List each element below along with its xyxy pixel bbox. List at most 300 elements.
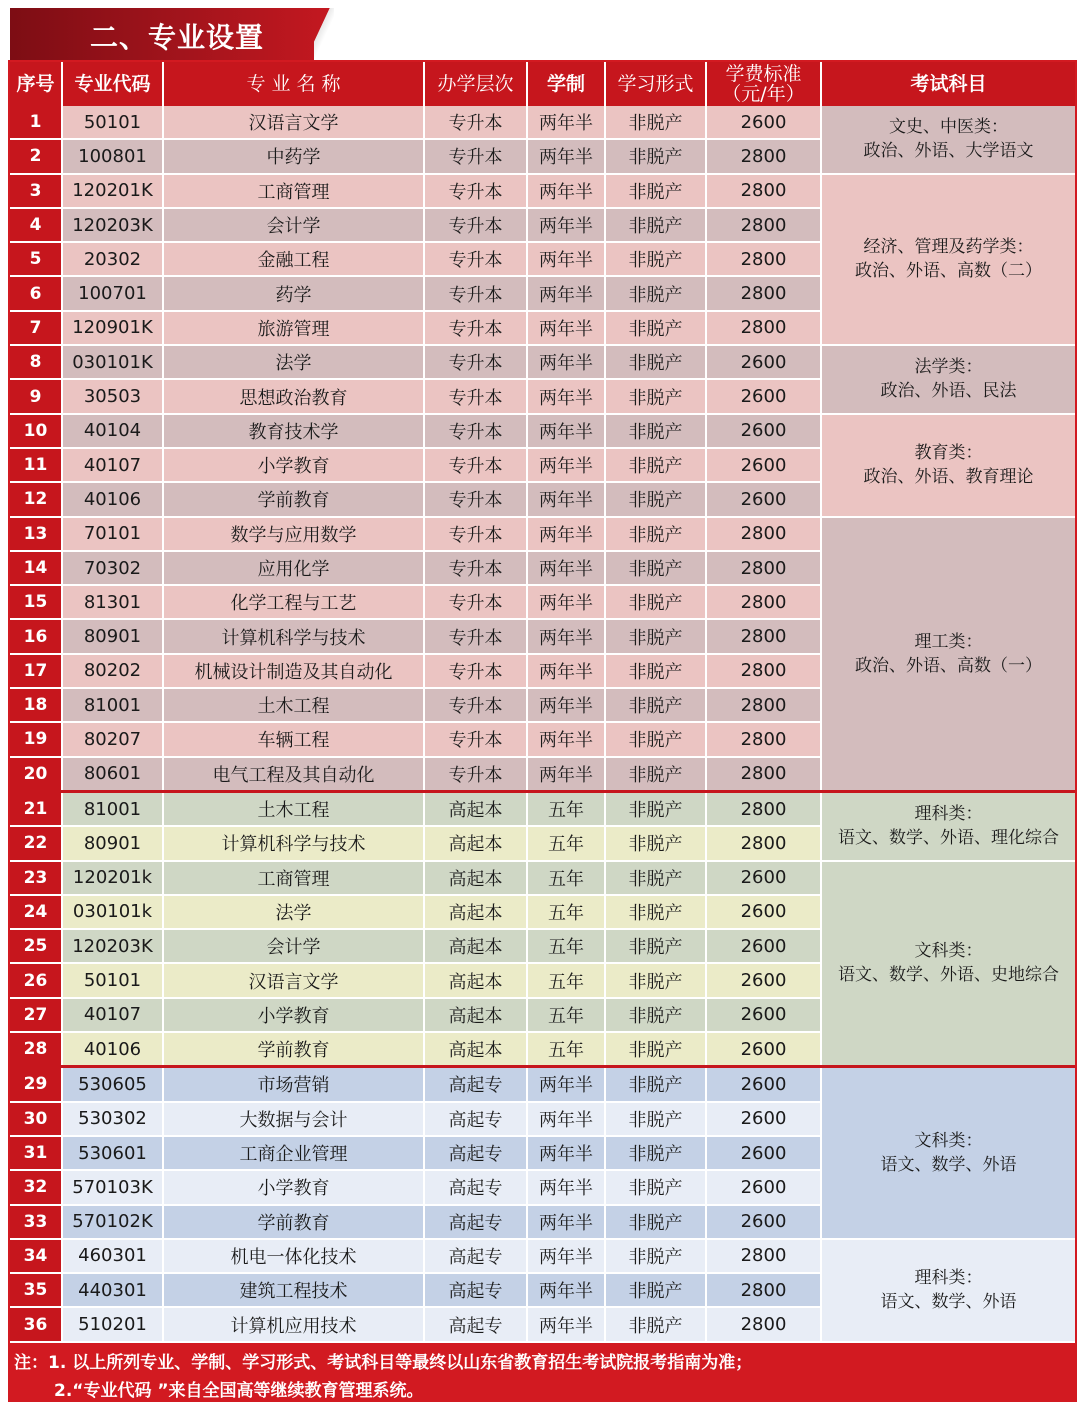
cell-duration: 五年 [527, 791, 605, 826]
cell-seq: 3 [10, 174, 62, 208]
exam-category: 文史、中医类： [889, 117, 1008, 138]
cell-fee: 2600 [706, 414, 821, 448]
cell-code: 120203K [62, 208, 163, 242]
exam-category: 文科类： [914, 1131, 983, 1152]
cell-fee: 2600 [706, 963, 821, 997]
cell-code: 20302 [62, 242, 163, 276]
cell-duration: 两年半 [527, 482, 605, 516]
cell-name: 计算机应用技术 [163, 1307, 424, 1341]
table-row [10, 174, 1075, 208]
cell-fee: 2800 [706, 619, 821, 653]
cell-level: 专升本 [424, 722, 527, 756]
cell-code: 440301 [62, 1273, 163, 1307]
cell-fee: 2600 [706, 482, 821, 516]
cell-fee: 2800 [706, 722, 821, 756]
cell-duration: 两年半 [527, 379, 605, 413]
cell-level: 专升本 [424, 242, 527, 276]
cell-duration: 两年半 [527, 1067, 605, 1102]
cell-seq: 1 [10, 106, 62, 139]
cell-code: 50101 [62, 106, 163, 139]
cell-fee: 2600 [706, 861, 821, 895]
cell-mode: 非脱产 [605, 1102, 706, 1136]
cell-code: 120203K [62, 929, 163, 963]
cell-mode: 非脱产 [605, 1205, 706, 1239]
cell-level: 专升本 [424, 757, 527, 792]
cell-duration: 五年 [527, 861, 605, 895]
cell-seq: 34 [10, 1239, 62, 1273]
cell-level: 高起本 [424, 895, 527, 929]
cell-mode: 非脱产 [605, 208, 706, 242]
cell-seq: 20 [10, 757, 62, 792]
exam-subjects-cell [821, 106, 1075, 174]
cell-code: 570102K [62, 1205, 163, 1239]
cell-fee: 2600 [706, 998, 821, 1032]
cell-seq: 25 [10, 929, 62, 963]
cell-name: 市场营销 [163, 1067, 424, 1102]
cell-fee: 2800 [706, 1273, 821, 1307]
cell-seq: 8 [10, 345, 62, 379]
cell-seq: 35 [10, 1273, 62, 1307]
cell-seq: 28 [10, 1032, 62, 1067]
table-row [10, 1067, 1075, 1102]
cell-level: 高起专 [424, 1102, 527, 1136]
table-row [10, 414, 1075, 448]
cell-code: 100701 [62, 276, 163, 310]
cell-level: 专升本 [424, 654, 527, 688]
cell-level: 专升本 [424, 345, 527, 379]
cell-seq: 4 [10, 208, 62, 242]
cell-seq: 19 [10, 722, 62, 756]
cell-name: 机械设计制造及其自动化 [163, 654, 424, 688]
cell-mode: 非脱产 [605, 1067, 706, 1102]
cell-name: 旅游管理 [163, 311, 424, 345]
cell-fee: 2800 [706, 791, 821, 826]
header-fee: 学费标准 （元/年） [706, 62, 821, 106]
cell-code: 120901K [62, 311, 163, 345]
cell-duration: 两年半 [527, 1307, 605, 1341]
cell-fee: 2800 [706, 174, 821, 208]
cell-name: 会计学 [163, 929, 424, 963]
cell-mode: 非脱产 [605, 517, 706, 551]
cell-mode: 非脱产 [605, 998, 706, 1032]
cell-level: 专升本 [424, 311, 527, 345]
cell-code: 81001 [62, 688, 163, 722]
cell-duration: 两年半 [527, 619, 605, 653]
header-level: 办学层次 [424, 62, 527, 106]
cell-fee: 2800 [706, 311, 821, 345]
cell-duration: 两年半 [527, 345, 605, 379]
cell-code: 40104 [62, 414, 163, 448]
cell-mode: 非脱产 [605, 448, 706, 482]
cell-duration: 两年半 [527, 585, 605, 619]
table-frame [8, 60, 1077, 1402]
cell-mode: 非脱产 [605, 654, 706, 688]
table-body [10, 106, 1075, 1342]
cell-duration: 两年半 [527, 276, 605, 310]
cell-fee: 2800 [706, 688, 821, 722]
notes [8, 1344, 1077, 1402]
cell-name: 土木工程 [163, 688, 424, 722]
cell-name: 药学 [163, 276, 424, 310]
cell-seq: 2 [10, 139, 62, 173]
cell-seq: 21 [10, 791, 62, 826]
cell-code: 80601 [62, 757, 163, 792]
cell-code: 510201 [62, 1307, 163, 1341]
cell-seq: 15 [10, 585, 62, 619]
cell-duration: 两年半 [527, 517, 605, 551]
exam-subjects-cell [821, 861, 1075, 1067]
cell-fee: 2600 [706, 1102, 821, 1136]
cell-level: 专升本 [424, 688, 527, 722]
cell-code: 70302 [62, 551, 163, 585]
cell-fee: 2600 [706, 448, 821, 482]
cell-name: 中药学 [163, 139, 424, 173]
cell-seq: 6 [10, 276, 62, 310]
exam-subjects-cell [821, 414, 1075, 517]
cell-fee: 2600 [706, 379, 821, 413]
cell-seq: 36 [10, 1307, 62, 1341]
cell-duration: 五年 [527, 1032, 605, 1067]
cell-fee: 2800 [706, 1307, 821, 1341]
cell-level: 专升本 [424, 551, 527, 585]
cell-code: 460301 [62, 1239, 163, 1273]
cell-name: 法学 [163, 345, 424, 379]
table-row [10, 345, 1075, 379]
cell-fee: 2600 [706, 929, 821, 963]
header-seq: 序号 [10, 62, 62, 106]
exam-subjects-cell [821, 1239, 1075, 1342]
cell-mode: 非脱产 [605, 242, 706, 276]
cell-duration: 两年半 [527, 551, 605, 585]
cell-level: 高起本 [424, 929, 527, 963]
cell-fee: 2600 [706, 1032, 821, 1067]
cell-seq: 13 [10, 517, 62, 551]
cell-duration: 两年半 [527, 1205, 605, 1239]
cell-name: 汉语言文学 [163, 106, 424, 139]
cell-name: 工商管理 [163, 174, 424, 208]
exam-category: 理科类： [914, 1268, 983, 1289]
cell-mode: 非脱产 [605, 379, 706, 413]
cell-fee: 2600 [706, 1067, 821, 1102]
exam-subjects-cell [821, 345, 1075, 414]
cell-name: 小学教育 [163, 1170, 424, 1204]
note-line-1: 注：1. 以上所列专业、学制、学习形式、考试科目等最终以山东省教育招生考试院报考指南为准； [14, 1353, 753, 1373]
cell-code: 81301 [62, 585, 163, 619]
table-row [10, 517, 1075, 551]
header-mode: 学习形式 [605, 62, 706, 106]
cell-duration: 两年半 [527, 174, 605, 208]
cell-name: 计算机科学与技术 [163, 619, 424, 653]
cell-mode: 非脱产 [605, 174, 706, 208]
cell-fee: 2800 [706, 517, 821, 551]
cell-seq: 24 [10, 895, 62, 929]
section-banner [10, 8, 332, 60]
cell-code: 570103K [62, 1170, 163, 1204]
cell-seq: 32 [10, 1170, 62, 1204]
cell-name: 数学与应用数学 [163, 517, 424, 551]
cell-seq: 27 [10, 998, 62, 1032]
exam-category: 理科类： [914, 804, 983, 825]
cell-code: 40107 [62, 448, 163, 482]
cell-duration: 两年半 [527, 654, 605, 688]
cell-seq: 33 [10, 1205, 62, 1239]
cell-level: 专升本 [424, 379, 527, 413]
cell-level: 高起本 [424, 998, 527, 1032]
cell-mode: 非脱产 [605, 276, 706, 310]
cell-mode: 非脱产 [605, 861, 706, 895]
cell-level: 高起本 [424, 826, 527, 860]
cell-code: 80901 [62, 619, 163, 653]
exam-subject-list: 政治、外语、大学语文 [863, 141, 1034, 162]
cell-mode: 非脱产 [605, 482, 706, 516]
cell-fee: 2800 [706, 585, 821, 619]
cell-duration: 两年半 [527, 208, 605, 242]
cell-fee: 2800 [706, 242, 821, 276]
cell-fee: 2800 [706, 208, 821, 242]
cell-code: 530601 [62, 1136, 163, 1170]
cell-mode: 非脱产 [605, 1239, 706, 1273]
exam-category: 经济、管理及药学类： [863, 237, 1034, 258]
exam-subject-list: 政治、外语、高数（一） [855, 655, 1042, 676]
cell-name: 大数据与会计 [163, 1102, 424, 1136]
cell-name: 小学教育 [163, 998, 424, 1032]
cell-name: 思想政治教育 [163, 379, 424, 413]
exam-subject-list: 政治、外语、高数（二） [855, 261, 1042, 282]
cell-fee: 2600 [706, 345, 821, 379]
cell-fee: 2800 [706, 654, 821, 688]
cell-duration: 两年半 [527, 1102, 605, 1136]
cell-fee: 2800 [706, 757, 821, 792]
cell-mode: 非脱产 [605, 311, 706, 345]
cell-seq: 12 [10, 482, 62, 516]
cell-mode: 非脱产 [605, 963, 706, 997]
cell-name: 会计学 [163, 208, 424, 242]
cell-duration: 两年半 [527, 757, 605, 792]
cell-mode: 非脱产 [605, 551, 706, 585]
cell-name: 机电一体化技术 [163, 1239, 424, 1273]
major-table [10, 62, 1075, 1343]
cell-level: 专升本 [424, 208, 527, 242]
cell-code: 80207 [62, 722, 163, 756]
cell-code: 50101 [62, 963, 163, 997]
cell-level: 专升本 [424, 517, 527, 551]
header-name: 专 业 名 称 [163, 62, 424, 106]
cell-code: 100801 [62, 139, 163, 173]
cell-seq: 10 [10, 414, 62, 448]
cell-mode: 非脱产 [605, 688, 706, 722]
page-title: 二、专业设置 [90, 21, 265, 54]
note-line-2: 2.“专业代码 ”来自全国高等继续教育管理系统。 [54, 1381, 424, 1401]
cell-level: 专升本 [424, 276, 527, 310]
header-code: 专业代码 [62, 62, 163, 106]
cell-duration: 五年 [527, 826, 605, 860]
cell-name: 计算机科学与技术 [163, 826, 424, 860]
cell-seq: 18 [10, 688, 62, 722]
cell-seq: 9 [10, 379, 62, 413]
cell-name: 学前教育 [163, 1205, 424, 1239]
cell-level: 高起本 [424, 963, 527, 997]
cell-code: 530302 [62, 1102, 163, 1136]
exam-category: 理工类： [914, 631, 983, 652]
cell-code: 120201k [62, 861, 163, 895]
cell-name: 化学工程与工艺 [163, 585, 424, 619]
cell-code: 80202 [62, 654, 163, 688]
cell-level: 高起专 [424, 1205, 527, 1239]
cell-fee: 2600 [706, 1170, 821, 1204]
cell-level: 专升本 [424, 139, 527, 173]
cell-mode: 非脱产 [605, 1273, 706, 1307]
exam-subjects-cell [821, 174, 1075, 345]
cell-name: 小学教育 [163, 448, 424, 482]
cell-fee: 2600 [706, 1205, 821, 1239]
cell-mode: 非脱产 [605, 1032, 706, 1067]
cell-level: 专升本 [424, 106, 527, 139]
cell-code: 530605 [62, 1067, 163, 1102]
cell-fee: 2600 [706, 1136, 821, 1170]
cell-level: 专升本 [424, 585, 527, 619]
cell-code: 030101K [62, 345, 163, 379]
cell-seq: 7 [10, 311, 62, 345]
cell-level: 专升本 [424, 414, 527, 448]
cell-level: 高起专 [424, 1273, 527, 1307]
cell-level: 高起专 [424, 1239, 527, 1273]
cell-seq: 30 [10, 1102, 62, 1136]
exam-subject-list: 政治、外语、教育理论 [863, 467, 1034, 488]
cell-level: 专升本 [424, 174, 527, 208]
cell-fee: 2600 [706, 106, 821, 139]
cell-mode: 非脱产 [605, 414, 706, 448]
cell-code: 70101 [62, 517, 163, 551]
exam-subjects-cell [821, 791, 1075, 860]
cell-mode: 非脱产 [605, 791, 706, 826]
cell-name: 法学 [163, 895, 424, 929]
cell-mode: 非脱产 [605, 1136, 706, 1170]
cell-duration: 五年 [527, 998, 605, 1032]
table-row [10, 1239, 1075, 1273]
cell-name: 车辆工程 [163, 722, 424, 756]
cell-level: 高起本 [424, 861, 527, 895]
cell-name: 应用化学 [163, 551, 424, 585]
cell-duration: 两年半 [527, 448, 605, 482]
cell-seq: 16 [10, 619, 62, 653]
cell-name: 学前教育 [163, 482, 424, 516]
exam-subject-list: 语文、数学、外语、理化综合 [838, 828, 1059, 849]
cell-duration: 两年半 [527, 1273, 605, 1307]
cell-fee: 2600 [706, 895, 821, 929]
exam-subject-list: 政治、外语、民法 [880, 381, 1017, 402]
cell-seq: 14 [10, 551, 62, 585]
cell-mode: 非脱产 [605, 106, 706, 139]
cell-level: 专升本 [424, 619, 527, 653]
cell-code: 81001 [62, 791, 163, 826]
cell-seq: 17 [10, 654, 62, 688]
cell-mode: 非脱产 [605, 585, 706, 619]
cell-code: 80901 [62, 826, 163, 860]
cell-name: 建筑工程技术 [163, 1273, 424, 1307]
table-row [10, 106, 1075, 139]
cell-seq: 26 [10, 963, 62, 997]
cell-duration: 两年半 [527, 311, 605, 345]
cell-mode: 非脱产 [605, 757, 706, 792]
cell-level: 高起本 [424, 1032, 527, 1067]
cell-seq: 31 [10, 1136, 62, 1170]
cell-mode: 非脱产 [605, 1307, 706, 1341]
cell-code: 030101k [62, 895, 163, 929]
cell-level: 高起专 [424, 1170, 527, 1204]
cell-code: 40107 [62, 998, 163, 1032]
cell-level: 高起本 [424, 791, 527, 826]
exam-category: 法学类： [914, 357, 983, 378]
cell-mode: 非脱产 [605, 1170, 706, 1204]
cell-name: 金融工程 [163, 242, 424, 276]
cell-level: 高起专 [424, 1307, 527, 1341]
cell-duration: 五年 [527, 895, 605, 929]
cell-fee: 2800 [706, 551, 821, 585]
cell-seq: 11 [10, 448, 62, 482]
cell-code: 120201K [62, 174, 163, 208]
cell-name: 工商企业管理 [163, 1136, 424, 1170]
cell-mode: 非脱产 [605, 826, 706, 860]
cell-duration: 两年半 [527, 242, 605, 276]
cell-seq: 23 [10, 861, 62, 895]
table-row [10, 791, 1075, 826]
cell-duration: 两年半 [527, 688, 605, 722]
table-row [10, 861, 1075, 895]
header-exam: 考试科目 [821, 62, 1075, 106]
cell-mode: 非脱产 [605, 929, 706, 963]
cell-code: 30503 [62, 379, 163, 413]
cell-fee: 2800 [706, 139, 821, 173]
cell-seq: 5 [10, 242, 62, 276]
header-duration: 学制 [527, 62, 605, 106]
cell-duration: 两年半 [527, 1239, 605, 1273]
cell-mode: 非脱产 [605, 722, 706, 756]
cell-level: 专升本 [424, 482, 527, 516]
cell-mode: 非脱产 [605, 345, 706, 379]
exam-subject-list: 语文、数学、外语 [880, 1155, 1017, 1176]
exam-category: 文科类： [914, 941, 983, 962]
cell-name: 汉语言文学 [163, 963, 424, 997]
cell-name: 土木工程 [163, 791, 424, 826]
cell-duration: 两年半 [527, 139, 605, 173]
cell-level: 高起专 [424, 1136, 527, 1170]
cell-name: 电气工程及其自动化 [163, 757, 424, 792]
cell-fee: 2800 [706, 826, 821, 860]
exam-subject-list: 语文、数学、外语、史地综合 [838, 965, 1059, 986]
exam-subjects-cell [821, 1067, 1075, 1239]
cell-seq: 22 [10, 826, 62, 860]
exam-subject-list: 语文、数学、外语 [880, 1292, 1017, 1313]
cell-duration: 两年半 [527, 414, 605, 448]
cell-mode: 非脱产 [605, 619, 706, 653]
exam-category: 教育类： [914, 443, 983, 464]
cell-fee: 2800 [706, 276, 821, 310]
cell-name: 工商管理 [163, 861, 424, 895]
cell-code: 40106 [62, 1032, 163, 1067]
exam-subjects-cell [821, 517, 1075, 792]
cell-seq: 29 [10, 1067, 62, 1102]
cell-mode: 非脱产 [605, 139, 706, 173]
cell-name: 学前教育 [163, 1032, 424, 1067]
cell-mode: 非脱产 [605, 895, 706, 929]
cell-duration: 两年半 [527, 1170, 605, 1204]
cell-duration: 五年 [527, 929, 605, 963]
cell-duration: 五年 [527, 963, 605, 997]
cell-name: 教育技术学 [163, 414, 424, 448]
table-header [10, 62, 1075, 106]
cell-level: 专升本 [424, 448, 527, 482]
cell-code: 40106 [62, 482, 163, 516]
